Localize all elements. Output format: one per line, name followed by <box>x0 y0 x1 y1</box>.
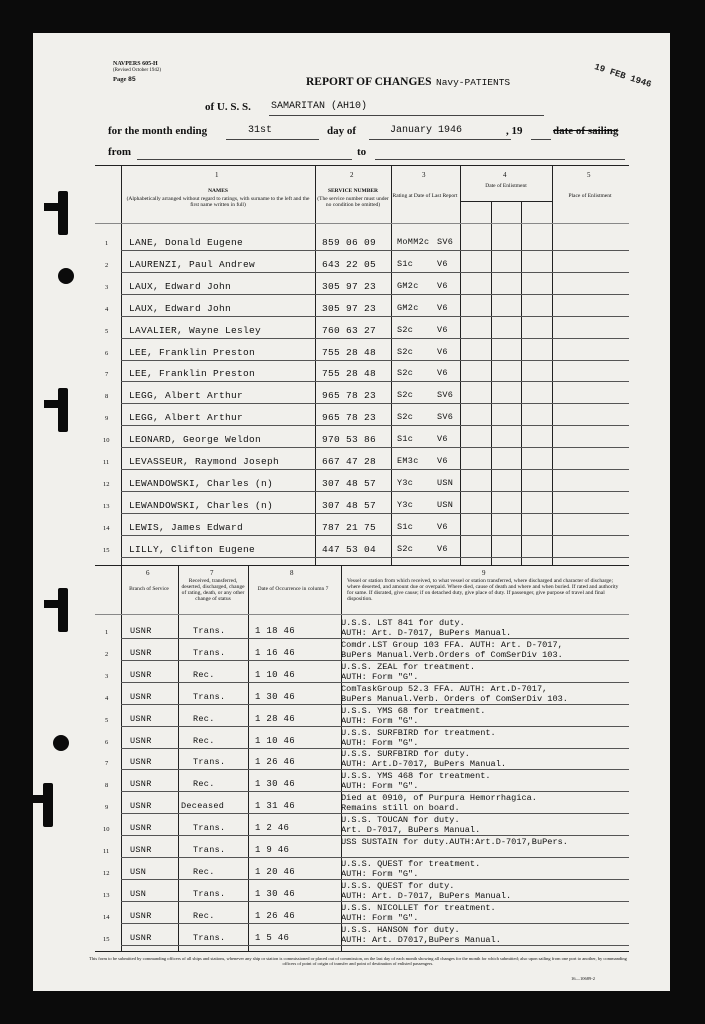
column-rule <box>121 165 122 565</box>
rating: S1c <box>397 521 414 532</box>
change-of-status: Trans. <box>193 888 226 899</box>
service-class: V6 <box>437 543 448 554</box>
service-class: USN <box>437 499 454 510</box>
page-number: 85 <box>127 76 136 83</box>
rating: Y3c <box>397 499 414 510</box>
branch-of-service: USNR <box>130 932 152 943</box>
month-label: for the month ending <box>108 125 208 137</box>
rating: EM3c <box>397 456 419 466</box>
row-rule <box>121 704 629 705</box>
change-of-status: Trans. <box>193 647 226 658</box>
row-number: 1 <box>105 629 109 636</box>
rating: GM2c <box>397 280 419 291</box>
rating: S2c <box>397 390 414 401</box>
row-rule <box>121 294 629 295</box>
change-of-status: Rec. <box>193 735 215 746</box>
binder-clip <box>58 388 68 432</box>
date-of-occurrence: 1 30 46 <box>255 888 295 899</box>
remarks-line: U.S.S. HANSON for duty. <box>341 924 460 935</box>
column-title: SERVICE NUMBER <box>327 188 379 194</box>
person-name: LEONARD, George Weldon <box>129 434 262 446</box>
table-rule <box>95 165 629 166</box>
date-of-occurrence: 1 9 46 <box>255 845 290 855</box>
row-number: 15 <box>103 935 110 943</box>
column-desc: Received, transferred, deserted, discharged, change of rating, death, or any other change of status <box>181 578 245 602</box>
column-number: 2 <box>350 171 354 179</box>
service-number: 755 28 48 <box>322 368 377 380</box>
binder-clip <box>43 783 53 827</box>
date-of-occurrence: 1 16 46 <box>255 647 295 658</box>
person-name: LANE, Donald Eugene <box>129 237 244 248</box>
change-of-status: Trans. <box>193 823 226 834</box>
service-number: 859 06 09 <box>322 237 377 248</box>
subcolumn-rule <box>521 201 522 565</box>
rating: Y3c <box>397 477 414 488</box>
row-rule <box>121 316 629 317</box>
row-number: 14 <box>103 913 110 921</box>
branch-of-service: USNR <box>130 669 152 680</box>
person-name: LILLY, Clifton Eugene <box>129 543 256 555</box>
remarks-line: U.S.S. NICOLLET for treatment. <box>341 902 496 913</box>
month-year: January 1946 <box>390 125 463 136</box>
row-rule <box>121 813 629 814</box>
service-number: 305 97 23 <box>322 280 377 292</box>
remarks-line: BuPers Manual.Verb. Orders of ComSerDiv 103. <box>341 693 568 704</box>
rating: GM2c <box>397 302 419 313</box>
change-of-status: Rec. <box>193 779 215 790</box>
column-desc: Branch of Service <box>129 586 169 592</box>
binder-clip <box>58 191 68 235</box>
change-of-status: Trans. <box>193 757 226 768</box>
row-rule <box>121 660 629 661</box>
remarks-line: U.S.S. SURFBIRD for treatment. <box>341 727 496 738</box>
service-number: 970 53 86 <box>322 434 377 446</box>
remarks-line: AUTH: Art. D7017,BuPers Manual. <box>341 934 501 945</box>
column-desc: (The service number must under no condition be omitted) <box>317 196 389 208</box>
rating: MoMM2c <box>397 237 430 247</box>
branch-of-service: USNR <box>130 647 152 658</box>
row-rule <box>121 381 629 382</box>
row-rule <box>121 491 629 492</box>
service-number: 667 47 28 <box>322 456 377 467</box>
service-class: SV6 <box>437 390 454 401</box>
remarks-line: U.S.S. TOUCAN for duty. <box>341 815 460 826</box>
person-name: LEWIS, James Edward <box>129 521 244 533</box>
remarks-line: ComTaskGroup 52.3 FFA. AUTH: Art.D-7017, <box>341 683 548 694</box>
column-number: 8 <box>290 569 294 577</box>
rating: S1c <box>397 258 414 269</box>
remarks-line: AUTH: Form "G". <box>341 912 419 923</box>
person-name: LAURENZI, Paul Andrew <box>129 258 256 270</box>
remarks-line: USS SUSTAIN for duty.AUTH:Art.D-7017,BuPers. <box>341 837 568 847</box>
remarks-line: Remains still on board. <box>341 803 460 814</box>
from-label: from <box>108 146 132 158</box>
service-class: V6 <box>437 521 448 532</box>
row-number: 13 <box>103 502 110 510</box>
row-rule <box>121 272 629 273</box>
date-of-occurrence: 1 28 46 <box>255 713 295 724</box>
rating: S2c <box>397 368 414 379</box>
row-number: 8 <box>105 393 109 401</box>
date-of-occurrence: 1 26 46 <box>255 757 295 768</box>
service-class: V6 <box>437 456 448 466</box>
change-of-status: Rec. <box>193 713 215 724</box>
row-rule <box>121 513 629 514</box>
service-class: V6 <box>437 302 448 313</box>
branch-of-service: USN <box>130 866 147 877</box>
remarks-line: U.S.S. LST 841 for duty. <box>341 618 465 628</box>
column-rule <box>121 565 122 951</box>
branch-of-service: USNR <box>130 779 152 790</box>
person-name: LAUX, Edward John <box>129 302 232 314</box>
ship-label: of U. S. S. <box>205 101 251 113</box>
footer-note: This form to be submitted by commanding officers of all ships and stations, whenever any ship or station is commissioned or placed out of commission, on the last day of each month showing all changes for the month for which submitted; also upon sailing from one port to another, by commanding officers of point of origin of transfer and point of destination of enlisted passengers. <box>89 956 627 966</box>
remarks-line: Comdr.LST Group 103 FFA. AUTH: Art. D-7017, <box>341 639 563 650</box>
column-number: 5 <box>587 171 591 179</box>
row-number: 7 <box>105 760 109 768</box>
column-desc: Date of Enlistment <box>485 183 527 189</box>
row-rule <box>121 638 629 639</box>
remarks-line: U.S.S. ZEAL for treatment. <box>341 661 476 672</box>
remarks-line: AUTH: Form "G". <box>341 715 419 726</box>
service-number: 760 63 27 <box>322 324 377 336</box>
service-class: V6 <box>437 434 448 445</box>
row-rule <box>121 535 629 536</box>
service-number: 965 78 23 <box>322 390 377 402</box>
report-page <box>33 33 670 991</box>
row-rule <box>121 857 629 858</box>
column-desc: Place of Enlistment <box>568 193 612 199</box>
service-class: SV6 <box>437 412 454 423</box>
date-of-occurrence: 1 10 46 <box>255 735 295 746</box>
person-name: LEGG, Albert Arthur <box>129 412 244 424</box>
date-of-occurrence: 1 18 46 <box>255 626 295 636</box>
date-of-occurrence: 1 5 46 <box>255 932 290 943</box>
row-rule <box>121 682 629 683</box>
remarks-line: Art. D-7017, BuPers Manual. <box>341 825 481 836</box>
branch-of-service: USNR <box>130 910 152 921</box>
change-of-status: Trans. <box>193 845 226 855</box>
received-stamp: 19 FEB 1946 <box>592 62 653 90</box>
service-class: V6 <box>437 368 448 379</box>
date-of-occurrence: 1 30 46 <box>255 691 295 702</box>
row-number: 3 <box>105 283 109 291</box>
person-name: LEVASSEUR, Raymond Joseph <box>129 456 280 467</box>
rating: S2c <box>397 412 414 423</box>
branch-of-service: USNR <box>130 801 152 812</box>
report-title: REPORT OF CHANGES <box>306 76 432 88</box>
service-number: 447 53 04 <box>322 543 377 555</box>
column-number: 4 <box>503 171 507 179</box>
change-of-status: Rec. <box>193 910 215 921</box>
person-name: LAVALIER, Wayne Lesley <box>129 324 262 336</box>
row-rule <box>121 748 629 749</box>
row-rule <box>121 923 629 924</box>
remarks-line: AUTH: Form "G". <box>341 781 419 792</box>
date-of-occurrence: 1 31 46 <box>255 801 295 812</box>
remarks-line: U.S.S. QUEST for treatment. <box>341 858 481 869</box>
person-name: LEWANDOWSKI, Charles (n) <box>129 477 274 489</box>
row-rule <box>121 447 629 448</box>
row-number: 6 <box>105 349 109 357</box>
row-number: 11 <box>103 459 110 466</box>
table-rule <box>95 951 629 952</box>
row-number: 5 <box>105 716 109 724</box>
ship-name: SAMARITAN (AH10) <box>271 101 368 112</box>
subcolumn-rule <box>491 201 492 565</box>
column-desc: Rating at Date of Last Report <box>392 193 458 199</box>
row-rule <box>121 726 629 727</box>
remarks-line: AUTH: Form "G". <box>341 737 419 748</box>
row-number: 10 <box>103 826 110 834</box>
to-label: to <box>357 146 367 158</box>
row-rule <box>121 469 629 470</box>
column-rule <box>178 565 179 951</box>
service-number: 643 22 05 <box>322 258 377 270</box>
service-class: V6 <box>437 324 448 335</box>
row-rule <box>121 557 629 558</box>
remarks-line: Died at 0910, of Purpura Hemorrhagica. <box>341 793 537 804</box>
remarks-line: AUTH: Form "G". <box>341 671 419 682</box>
change-of-status: Rec. <box>193 669 215 680</box>
month-day: 31st <box>248 125 273 136</box>
column-number: 7 <box>210 569 214 577</box>
service-number: 307 48 57 <box>322 477 377 489</box>
date-of-occurrence: 1 30 46 <box>255 779 295 790</box>
row-rule <box>121 879 629 880</box>
footer-code: 16—10689-2 <box>571 976 595 981</box>
row-number: 2 <box>105 650 109 658</box>
row-rule <box>121 403 629 404</box>
row-rule <box>121 250 629 251</box>
row-number: 9 <box>105 804 109 812</box>
column-desc: Date of Occurrence in column 7 <box>257 586 329 592</box>
row-rule <box>121 360 629 361</box>
service-number: 305 97 23 <box>322 302 377 314</box>
row-rule <box>121 338 629 339</box>
column-number: 1 <box>215 171 219 179</box>
person-name: LEE, Franklin Preston <box>129 346 256 358</box>
column-rule <box>552 165 553 565</box>
remarks-line: U.S.S. YMS 468 for treatment. <box>341 771 491 782</box>
row-rule <box>121 769 629 770</box>
row-number: 15 <box>103 546 110 554</box>
branch-of-service: USNR <box>130 735 152 746</box>
form-id: NAVPERS 605-H <box>113 61 158 67</box>
branch-of-service: USNR <box>130 713 152 724</box>
row-number: 10 <box>103 437 110 445</box>
subcolumn-rule <box>460 201 552 202</box>
year-label: , 19 <box>506 125 523 137</box>
row-number: 11 <box>103 848 110 855</box>
change-of-status: Rec. <box>193 866 215 877</box>
row-number: 4 <box>105 305 109 313</box>
service-class: V6 <box>437 280 448 291</box>
row-number: 12 <box>103 480 110 488</box>
rating: S2c <box>397 543 414 554</box>
form-revised: (Revised October 1942) <box>113 68 162 73</box>
rating: S2c <box>397 346 414 357</box>
remarks-line: AUTH: Form "G". <box>341 868 419 879</box>
day-label: day of <box>327 125 357 137</box>
person-name: LEWANDOWSKI, Charles (n) <box>129 499 274 511</box>
change-of-status: Deceased <box>181 801 225 812</box>
binder-clip <box>58 588 68 632</box>
row-rule <box>121 901 629 902</box>
table-rule <box>95 565 629 566</box>
row-number: 2 <box>105 261 109 269</box>
table-rule <box>95 223 629 224</box>
branch-of-service: USN <box>130 888 147 899</box>
row-rule <box>121 425 629 426</box>
row-number: 3 <box>105 672 109 680</box>
change-of-status: Trans. <box>193 626 226 636</box>
row-number: 14 <box>103 524 110 532</box>
column-rule <box>391 165 392 565</box>
remarks-line: U.S.S. YMS 68 for treatment. <box>341 705 486 716</box>
row-number: 1 <box>105 240 109 247</box>
date-of-occurrence: 1 2 46 <box>255 823 290 834</box>
service-class: SV6 <box>437 237 454 247</box>
column-rule <box>315 165 316 565</box>
service-class: V6 <box>437 258 448 269</box>
row-number: 6 <box>105 738 109 746</box>
remarks-line: U.S.S. SURFBIRD for duty. <box>341 749 470 760</box>
column-number: 9 <box>482 569 486 577</box>
column-desc: Vessel or station from which received, to what vessel or station transferred, where discharged and character of discharge; where deserted, and amount due or overpaid. Where died, cause of death and where and when buried. If rated and authority for same. If disrated, give cause; if on detached duty, give place of duty. If passenger, give purpose of travel and final disposition. <box>347 578 619 602</box>
branch-of-service: USNR <box>130 845 152 855</box>
row-number: 5 <box>105 327 109 335</box>
person-name: LAUX, Edward John <box>129 280 232 292</box>
row-number: 8 <box>105 782 109 790</box>
remarks-line: AUTH: Art. D-7017, BuPers Manual. <box>341 890 512 901</box>
person-name: LEGG, Albert Arthur <box>129 390 244 402</box>
branch-of-service: USNR <box>130 757 152 768</box>
service-number: 787 21 75 <box>322 521 377 533</box>
row-number: 9 <box>105 415 109 423</box>
column-rule <box>460 165 461 565</box>
service-number: 965 78 23 <box>322 412 377 424</box>
binder-hole <box>58 268 74 284</box>
service-class: V6 <box>437 346 448 357</box>
row-rule <box>121 945 629 946</box>
person-name: LEE, Franklin Preston <box>129 368 256 380</box>
binder-hole <box>53 735 69 751</box>
branch-of-service: USNR <box>130 823 152 834</box>
rating: S1c <box>397 434 414 445</box>
column-rule <box>248 565 249 951</box>
rating: S2c <box>397 324 414 335</box>
remarks-line: AUTH: Art.D-7017, BuPers Manual. <box>341 759 507 770</box>
date-of-occurrence: 1 26 46 <box>255 910 295 921</box>
column-number: 3 <box>422 171 426 179</box>
row-number: 13 <box>103 891 110 899</box>
service-number: 307 48 57 <box>322 499 377 511</box>
row-rule <box>121 791 629 792</box>
row-number: 12 <box>103 869 110 877</box>
page-label: Page 85 <box>113 76 136 83</box>
date-of-occurrence: 1 20 46 <box>255 866 295 877</box>
remarks-line: AUTH: Art. D-7017, BuPers Manual. <box>341 628 512 638</box>
branch-of-service: USNR <box>130 691 152 702</box>
column-desc: (Alphabetically arranged without regard to ratings, with surname to the left and the first name written in full) <box>126 196 310 208</box>
remarks-line: BuPers Manual.Verb.Orders of ComSerDiv 103. <box>341 649 563 660</box>
change-of-status: Trans. <box>193 932 226 943</box>
service-number: 755 28 48 <box>322 346 377 358</box>
table-rule <box>95 614 629 615</box>
column-title: NAMES <box>208 188 228 194</box>
row-number: 4 <box>105 694 109 702</box>
row-number: 7 <box>105 371 109 379</box>
row-rule <box>121 835 629 836</box>
branch-of-service: USNR <box>130 626 152 636</box>
remarks-line: U.S.S. QUEST for duty. <box>341 880 455 891</box>
column-number: 6 <box>146 569 150 577</box>
date-of-sailing: date of sailing <box>553 125 619 137</box>
service-class: USN <box>437 477 454 488</box>
report-title-suffix: Navy-PATIENTS <box>436 77 511 88</box>
change-of-status: Trans. <box>193 691 226 702</box>
date-of-occurrence: 1 10 46 <box>255 669 295 680</box>
